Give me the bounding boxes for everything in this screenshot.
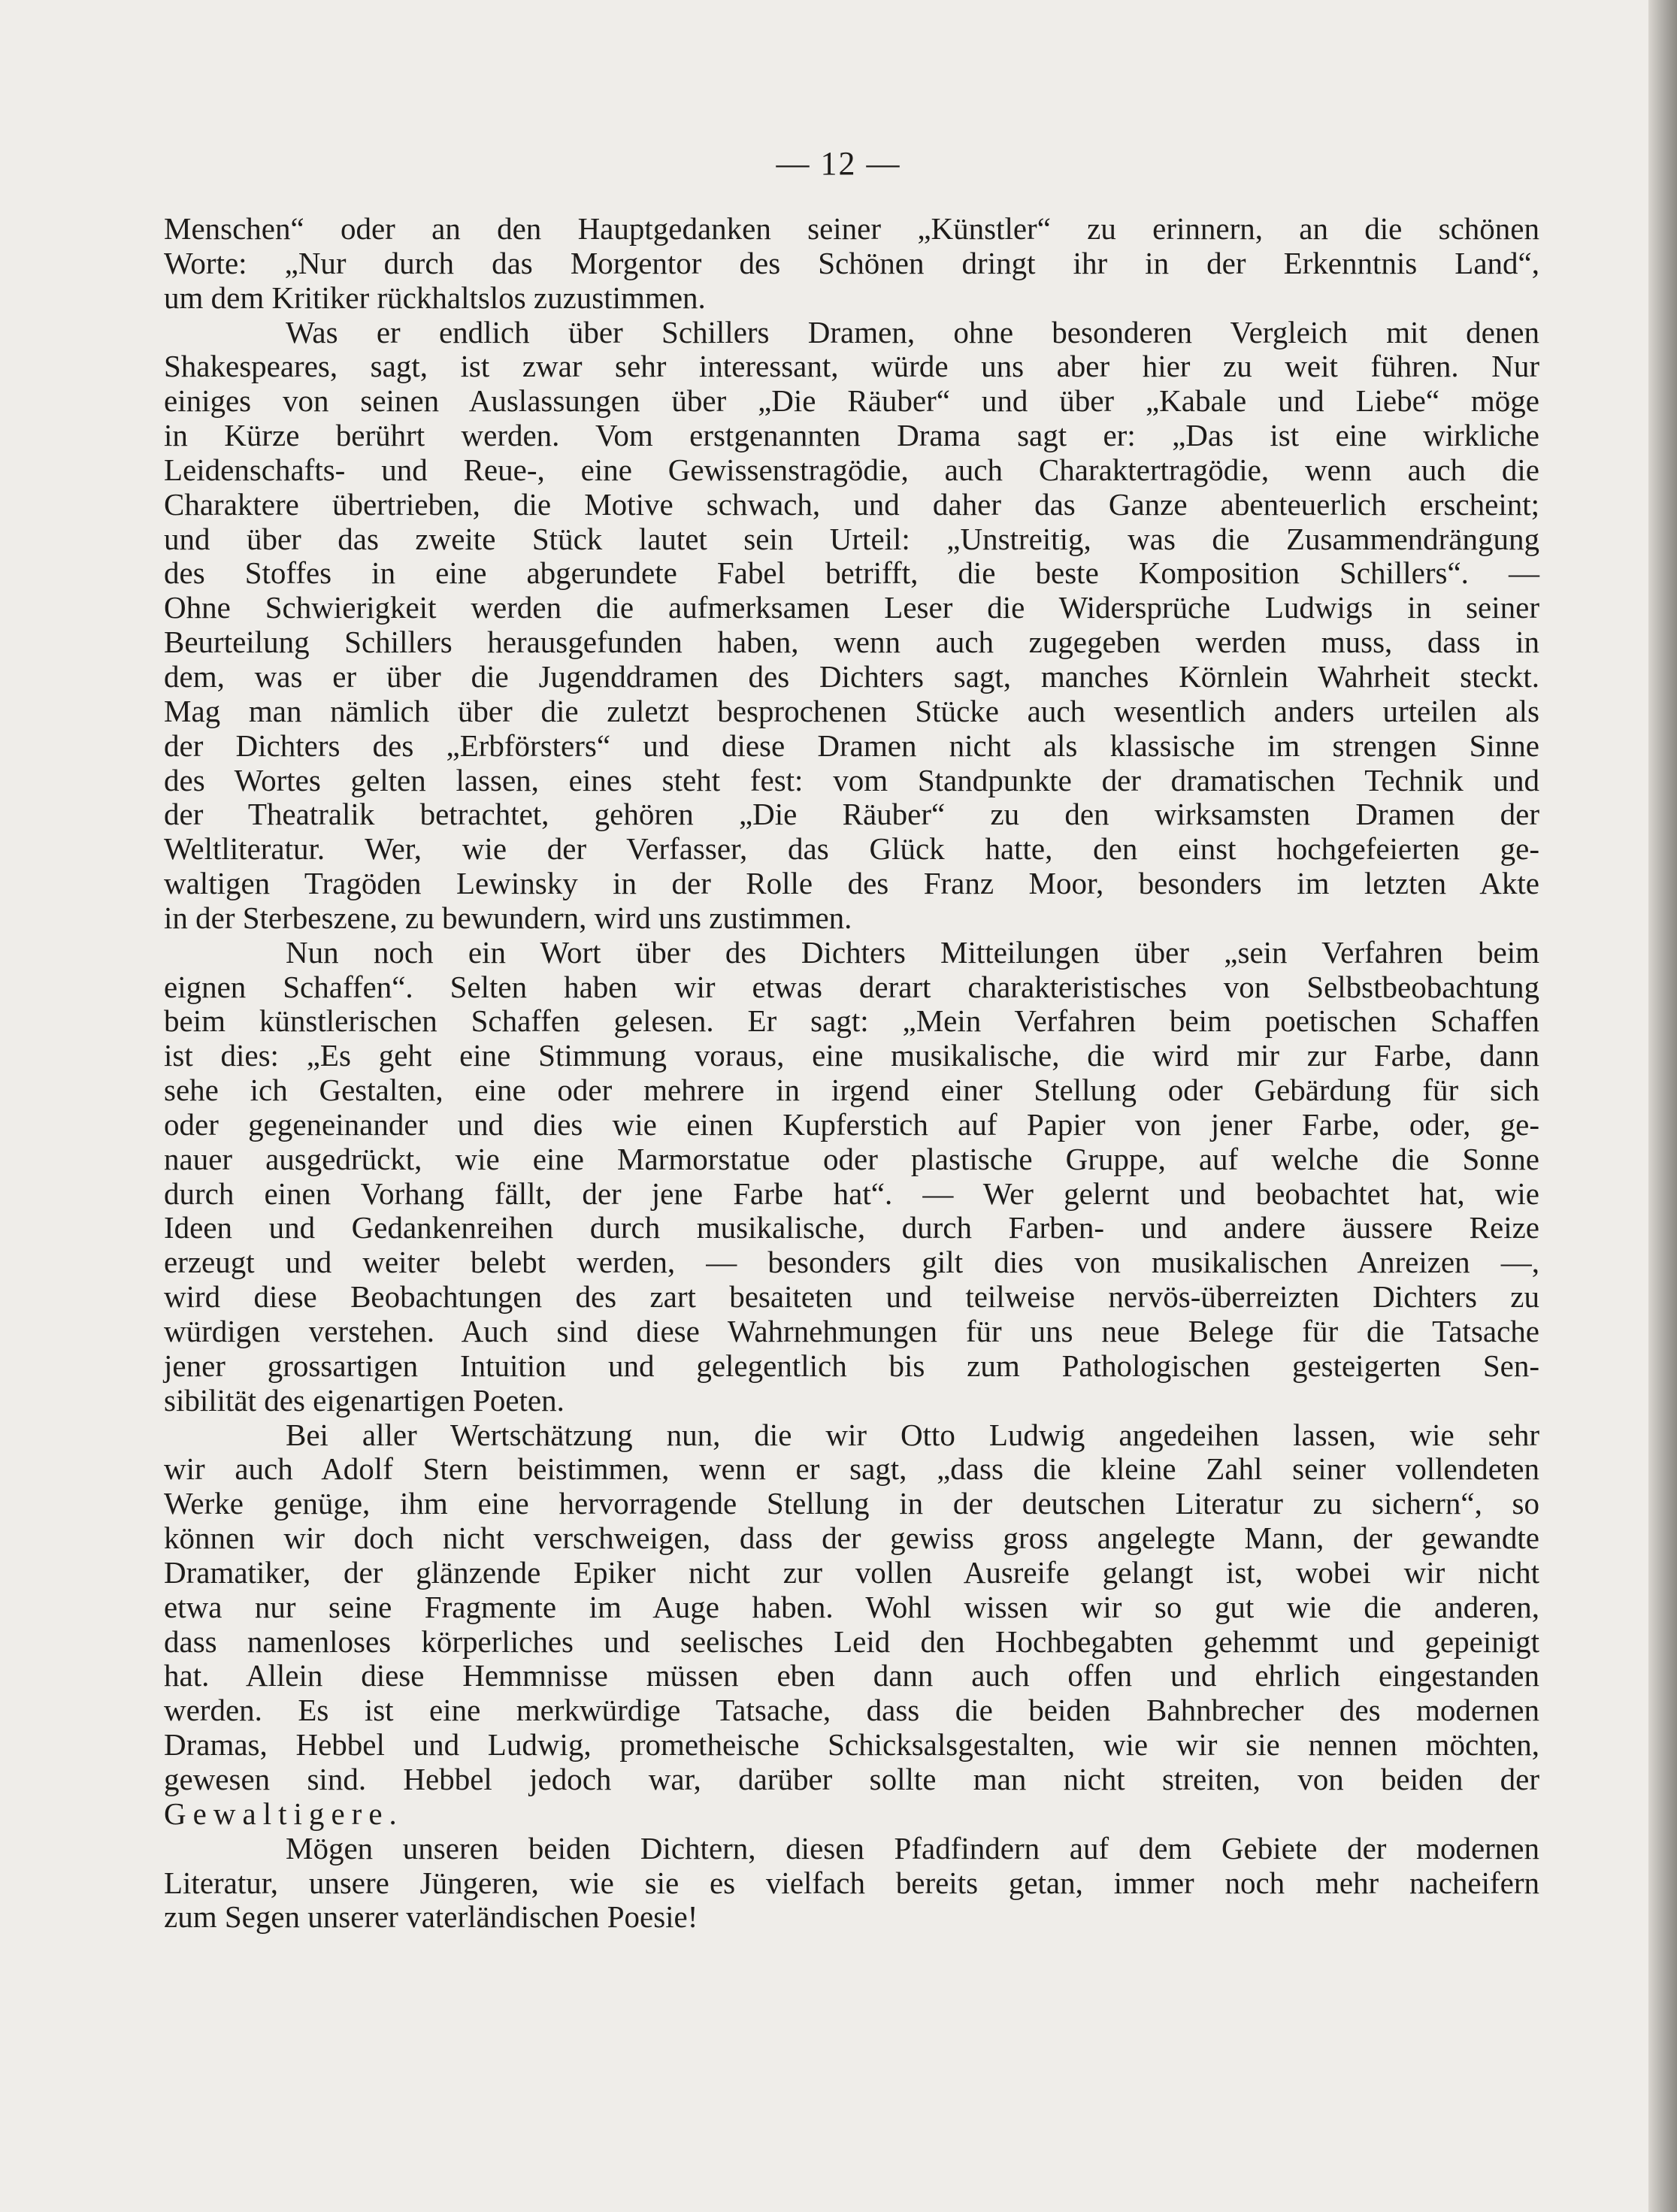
text-line: wir auch Adolf Stern beistimmen, wenn er sagt, „dass die kleine Zahl seiner vollendeten: [164, 1451, 1539, 1487]
text-line: werden. Es ist eine merkwürdige Tatsache, dass die beiden Bahnbrecher des modernen: [164, 1693, 1539, 1728]
text-line: jener grossartigen Intuition und gelegentlich bis zum Pathologischen gesteigerten Sen-: [164, 1348, 1539, 1383]
text-line: etwa nur seine Fragmente im Auge haben. Wohl wissen wir so gut wie die anderen,: [164, 1589, 1539, 1624]
text-line: Literatur, unsere Jüngeren, wie sie es vielfach bereits getan, immer noch mehr nacheifern: [164, 1865, 1539, 1900]
text-line: hat. Allein diese Hemmnisse müssen eben dann auch offen und ehrlich eingestanden: [164, 1658, 1539, 1693]
text-line: der Dichters des „Erbförsters“ und diese Dramen nicht als klassische im strengen Sinne: [164, 728, 1539, 763]
text-line: und über das zweite Stück lautet sein Urteil: „Unstreitig, was die Zusammendrängung: [164, 521, 1539, 556]
text-line: Ideen und Gedankenreihen durch musikalische, durch Farben- und andere äussere Reize: [164, 1210, 1539, 1245]
text-line: Werke genüge, ihm eine hervorragende Stellung in der deutschen Literatur zu sichern“, so: [164, 1486, 1539, 1521]
body-text: [164, 212, 1539, 1935]
page-number: — 12 —: [776, 145, 901, 182]
text-line: dem, was er über die Jugenddramen des Dichters sagt, manches Körnlein Wahrheit steckt.: [164, 658, 1539, 694]
text-line: Weltliteratur. Wer, wie der Verfasser, das Glück hatte, den einst hochgefeierten ge-: [164, 831, 1539, 867]
text-line: einiges von seinen Auslassungen über „Die Räuber“ und über „Kabale und Liebe“ möge: [164, 383, 1539, 419]
text-line: erzeugt und weiter belebt werden, — besonders gilt dies von musikalischen Anreizen —,: [164, 1245, 1539, 1280]
text-line: sehe ich Gestalten, eine oder mehrere in irgend einer Stellung oder Gebärdung für sich: [164, 1073, 1539, 1108]
text-line: Shakespeares, sagt, ist zwar sehr interessant, würde uns aber hier zu weit führen. Nur: [164, 349, 1539, 384]
text-line: Ohne Schwierigkeit werden die aufmerksamen Leser die Widersprüche Ludwigs in seiner: [164, 590, 1539, 625]
text-line: Beurteilung Schillers herausgefunden haben, wenn auch zugegeben werden muss, dass in: [164, 625, 1539, 660]
text-line: Worte: „Nur durch das Morgentor des Schönen dringt ihr in der Erkenntnis Land“,: [164, 245, 1539, 280]
text-line: Charaktere übertrieben, die Motive schwach, und daher das Ganze abenteuerlich erscheint;: [164, 486, 1539, 522]
text-line: wird diese Beobachtungen des zart besaiteten und teilweise nervös-überreizten Dichters zu: [164, 1279, 1539, 1315]
text-line: Dramas, Hebbel und Ludwig, prometheische Schicksalsgestalten, wie wir sie nennen möchten,: [164, 1727, 1539, 1763]
text-line: waltigen Tragöden Lewinsky in der Rolle des Franz Moor, besonders im letzten Akte: [164, 866, 1539, 901]
text-line: Dramatiker, der glänzende Epiker nicht zur vollen Ausreife gelangt ist, wobei wir nicht: [164, 1554, 1539, 1590]
text-line: der Theatralik betrachtet, gehören „Die Räuber“ zu den wirksamsten Dramen der: [164, 797, 1539, 832]
text-line: eignen Schaffen“. Selten haben wir etwas derart charakteristisches von Selbstbeobachtung: [164, 969, 1539, 1004]
text-line: in der Sterbeszene, zu bewundern, wird uns zustimmen.: [164, 900, 852, 935]
text-line: würdigen verstehen. Auch sind diese Wahrnehmungen für uns neue Belege für die Tatsache: [164, 1314, 1539, 1348]
page-edge-shadow: [1648, 0, 1677, 2212]
text-line: Mag man nämlich über die zuletzt besprochenen Stücke auch wesentlich anders urteilen als: [164, 693, 1539, 728]
text-line: sibilität des eigenartigen Poeten.: [164, 1382, 565, 1418]
text-line: ist dies: „Es geht eine Stimmung voraus, eine musikalische, die wird mir zur Farbe, dann: [164, 1038, 1539, 1073]
text-line: gewesen sind. Hebbel jedoch war, darüber sollte man nicht streiten, von beiden der: [164, 1761, 1539, 1796]
text-line: des Wortes gelten lassen, eines steht fest: vom Standpunkte der dramatischen Technik und: [164, 762, 1539, 797]
text-line: können wir doch nicht verschweigen, dass der gewiss gross angelegte Mann, der gewandte: [164, 1521, 1539, 1556]
text-line: dass namenloses körperliches und seelisches Leid den Hochbegabten gehemmt und gepeinigt: [164, 1623, 1539, 1659]
text-line: um dem Kritiker rückhaltslos zuzustimmen.: [164, 280, 706, 315]
text-line: Menschen“ oder an den Hauptgedanken seiner „Künstler“ zu erinnern, an die schönen: [164, 211, 1539, 246]
text-line: Leidenschafts- und Reue-, eine Gewissenstragödie, auch Charaktertragödie, wenn auch die: [164, 452, 1539, 487]
text-line: Mögen unseren beiden Dichtern, diesen Pfadfindern auf dem Gebiete der modernen: [286, 1830, 1539, 1866]
text-line: des Stoffes in eine abgerundete Fabel betrifft, die beste Komposition Schillers“. —: [164, 555, 1539, 591]
text-line: Nun noch ein Wort über des Dichters Mitteilungen über „sein Verfahren beim: [286, 934, 1539, 970]
text-line: beim künstlerischen Schaffen gelesen. Er sagt: „Mein Verfahren beim poetischen Schaffen: [164, 1003, 1539, 1039]
text-line: durch einen Vorhang fällt, der jene Farbe hat“. — Wer gelernt und beobachtet hat, wie: [164, 1176, 1539, 1211]
text-line: Bei aller Wertschätzung nun, die wir Otto Ludwig angedeihen lassen, wie sehr: [286, 1417, 1539, 1452]
text-line: nauer ausgedrückt, wie eine Marmorstatue oder plastische Gruppe, auf welche die Sonne: [164, 1141, 1539, 1176]
text-line: zum Segen unserer vaterländischen Poesie!: [164, 1899, 698, 1935]
text-line: oder gegeneinander und dies wie einen Kupferstich auf Papier von jener Farbe, oder, ge-: [164, 1106, 1539, 1142]
text-line: in Kürze berührt werden. Vom erstgenannten Drama sagt er: „Das ist eine wirkliche: [164, 418, 1539, 453]
text-line: Was er endlich über Schillers Dramen, ohne besonderen Vergleich mit denen: [286, 314, 1539, 350]
text-line: Gewaltigere.: [164, 1796, 404, 1831]
